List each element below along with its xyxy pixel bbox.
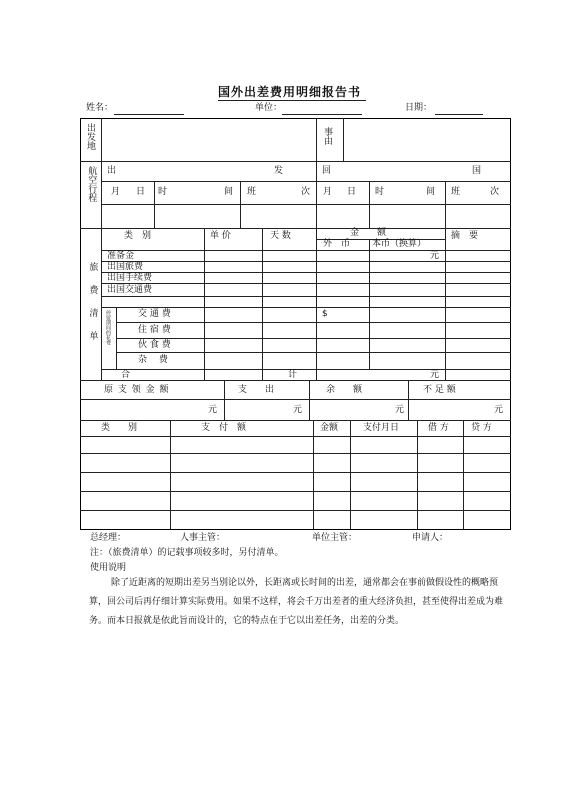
return-shift-label: 班 (451, 187, 461, 197)
col-amount: 金 额 (350, 228, 387, 238)
outbound-label: 出 (107, 166, 117, 176)
shortage-label: 不 足 额 (423, 385, 456, 395)
stay-item: 住 宿 费 (138, 325, 171, 335)
expense-section-label: 旅费清单 (87, 262, 98, 354)
total-label-1: 合 (121, 370, 131, 380)
yuan-label: 元 (430, 251, 440, 261)
depart-label: 发 (274, 166, 284, 176)
received-yuan: 元 (208, 405, 218, 415)
unit-label: 单位： (255, 103, 283, 113)
stay-item: 杂 费 (138, 355, 168, 365)
balance-yuan: 元 (395, 405, 405, 415)
balance-label: 余 额 (326, 385, 363, 395)
return-time-label: 时 (375, 187, 385, 197)
name-label: 姓名： (86, 103, 114, 113)
total-yuan: 元 (430, 370, 440, 380)
expense-item: 出国手续费 (107, 273, 153, 283)
spent-yuan: 元 (293, 405, 303, 415)
country-label: 国 (472, 166, 482, 176)
return-minute-label: 间 (426, 187, 436, 197)
date-field[interactable] (435, 114, 483, 115)
flight-label: 航空行程 (86, 166, 97, 202)
name-field[interactable] (114, 114, 184, 115)
minute-label: 间 (224, 187, 234, 197)
unit-head-label: 单位主管： (312, 533, 358, 543)
dollar-sign: $ (322, 309, 328, 319)
total-label-2: 计 (288, 370, 298, 380)
spent-label: 支 出 (238, 385, 275, 395)
col-days: 天 数 (270, 231, 291, 241)
stay-item: 伙 食 费 (138, 340, 171, 350)
expense-item: 出国交通费 (107, 285, 153, 295)
unit-field[interactable] (282, 114, 362, 115)
return-day-label: 日 (347, 187, 357, 197)
col-local: 本币（换算） (372, 239, 427, 249)
expense-item: 出国旅费 (107, 262, 144, 272)
times-label: 次 (301, 187, 311, 197)
month-label: 月 (111, 187, 121, 197)
col-category: 类 别 (124, 231, 152, 241)
reason-input[interactable] (346, 124, 506, 158)
day-label: 日 (136, 187, 146, 197)
expense-item: 准备金 (107, 251, 135, 261)
pay-col-pay-amount: 支 付 额 (201, 423, 247, 433)
col-summary: 摘 要 (451, 231, 479, 241)
note-text: 注：（旅费清单）的记载事项较多时，另付清单。 (90, 548, 284, 558)
page-title: 国外出差费用明细报告书 (218, 85, 362, 99)
shift-label: 班 (247, 187, 257, 197)
col-unit-price: 单 价 (210, 231, 231, 241)
return-month-label: 月 (323, 187, 333, 197)
reason-label: 事由 (322, 127, 332, 145)
shortage-yuan: 元 (494, 405, 504, 415)
usage-text: 除了近距离的短期出差另当别论以外，长距离或长时间的出差，通常都会在事前做假设性的概略预算，回公司后再仔细计算实际费用。如果不这样，将会千万出差者的重大经济负担，甚至使得出差成为难务。而本日报就是依此旨而设计的，它的特点在于它以出差任务，出差的分类。 (89, 578, 504, 626)
departure-label: 出发地 (85, 123, 95, 150)
applicant-label: 申请人： (412, 533, 449, 543)
hr-label: 人事主管： (180, 533, 226, 543)
date-label: 日期： (405, 103, 433, 113)
col-foreign: 外 币 (323, 239, 351, 249)
pay-col-amount: 金额 (320, 423, 339, 433)
pay-col-date: 支付月日 (363, 423, 400, 433)
departure-input[interactable] (104, 124, 314, 158)
title-underline (218, 100, 366, 101)
gm-label: 总经理： (90, 533, 127, 543)
usage-title: 使用说明 (90, 563, 127, 573)
time-label: 时 (158, 187, 168, 197)
stay-item: 交 通 费 (138, 309, 171, 319)
stay-side-note: 停留期间的花费 (105, 310, 111, 345)
return-times-label: 次 (490, 187, 500, 197)
pay-col-category: 类 别 (101, 423, 138, 433)
return-label: 回 (322, 166, 332, 176)
pay-col-credit: 贷 方 (471, 423, 492, 433)
received-amount-label: 原 支 领 金 额 (104, 385, 170, 395)
pay-col-debit: 借 方 (428, 423, 449, 433)
